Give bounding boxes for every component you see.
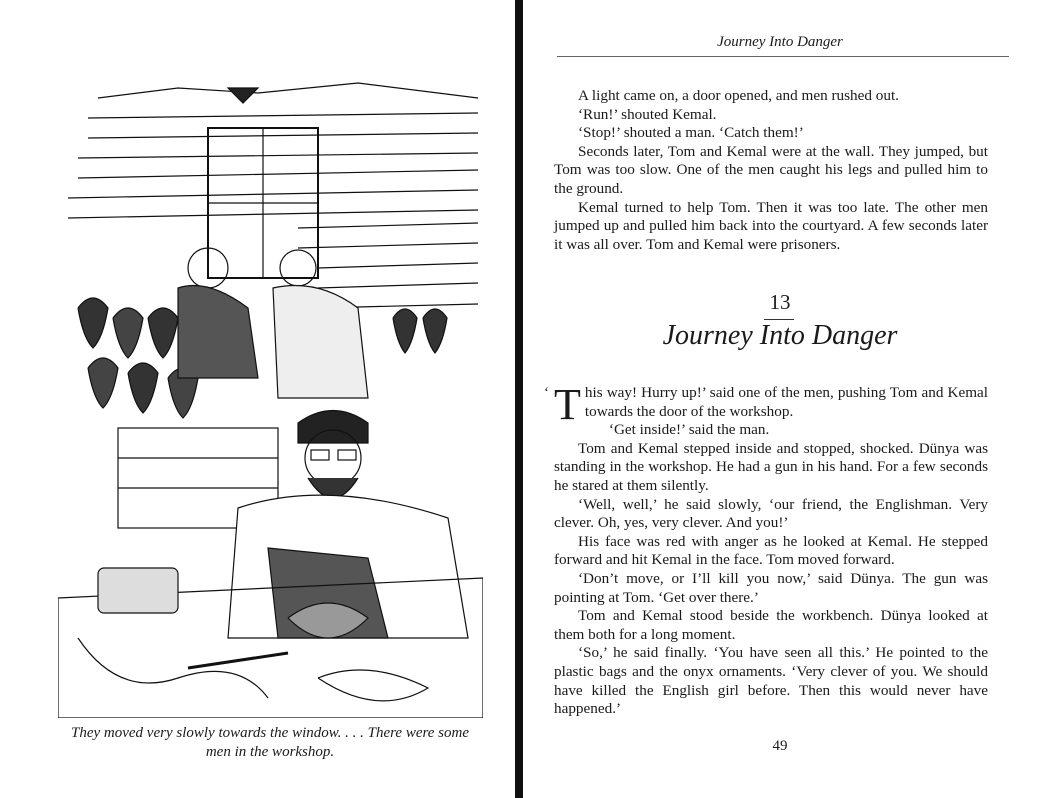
opening-quote: ‘ — [544, 385, 549, 401]
paragraph: A light came on, a door opened, and men rushed out. — [578, 87, 899, 104]
paragraph: Tom and Kemal stepped inside and stopped, shocked. Dünya was standing in the workshop. He had a gun in his hand. For a few seconds he stared at them silently. — [554, 439, 988, 494]
first-paragraph — [544, 380, 988, 429]
standing-men — [178, 248, 368, 398]
chapter-text — [544, 380, 988, 719]
running-head: Journey Into Danger — [717, 34, 843, 50]
paragraph: ‘Stop!’ shouted a man. ‘Catch them!’ — [578, 124, 804, 142]
paragraph: ‘Get inside!’ said the man. — [608, 421, 770, 439]
caption-line-2: men in the workshop. — [205, 744, 335, 760]
vases-right — [393, 309, 447, 353]
paragraph: His face was red with anger as he looked at Kemal. He stepped forward and hit Kemal in the face. Tom moved forward. — [554, 532, 988, 569]
paragraph: Tom and Kemal stood beside the workbench. Dünya looked at them both for a long moment. — [554, 607, 988, 643]
drop-cap: T — [554, 380, 581, 429]
header-rule — [557, 56, 1009, 57]
illustration-caption — [40, 724, 500, 762]
paragraph: ‘Don’t move, or I’ll kill you now,’ said Dünya. The gun was pointing at Tom. ‘Get over there.’ — [554, 569, 988, 606]
book-gutter — [515, 0, 523, 798]
seated-man — [228, 411, 468, 639]
chapter-title: Journey Into Danger — [662, 320, 898, 351]
first-paragraph-text: his way! Hurry up!’ said one of the men, pushing Tom and Kemal towards the door of the workshop. — [584, 384, 988, 420]
page-number: 49 — [772, 738, 788, 754]
paragraph: Kemal turned to help Tom. Then it was too late. The other men jumped up and pulled him back into the courtyard. A few seconds later it was all over. Tom and Kemal were prisoners. — [554, 198, 988, 253]
background-hatching — [68, 83, 478, 308]
left-page — [0, 0, 515, 798]
opening-text — [554, 87, 988, 254]
paragraph: ‘Well, well,’ he said slowly, ‘our friend, the Englishman. Very clever. Oh, yes, very clever. And you!’ — [554, 495, 988, 532]
illustration-drawing — [58, 78, 483, 718]
paragraph: ‘So,’ he said finally. ‘You have seen all this.’ He pointed to the plastic bags and the onyx ornaments. ‘Very clever of you. We should have killed the English girl before. Then this would never have happened.’ — [554, 644, 988, 718]
caption-line-1: They moved very slowly towards the window. . . . There were some — [71, 725, 469, 741]
paragraph: Seconds later, Tom and Kemal were at the wall. They jumped, but Tom was too slow. One of the men caught his legs and pulled him to the ground. — [554, 142, 988, 197]
right-page — [523, 0, 1037, 798]
paragraph: ‘Run!’ shouted Kemal. — [578, 105, 717, 123]
chapter-number: 13 — [769, 290, 791, 314]
workshop-illustration — [58, 78, 483, 718]
